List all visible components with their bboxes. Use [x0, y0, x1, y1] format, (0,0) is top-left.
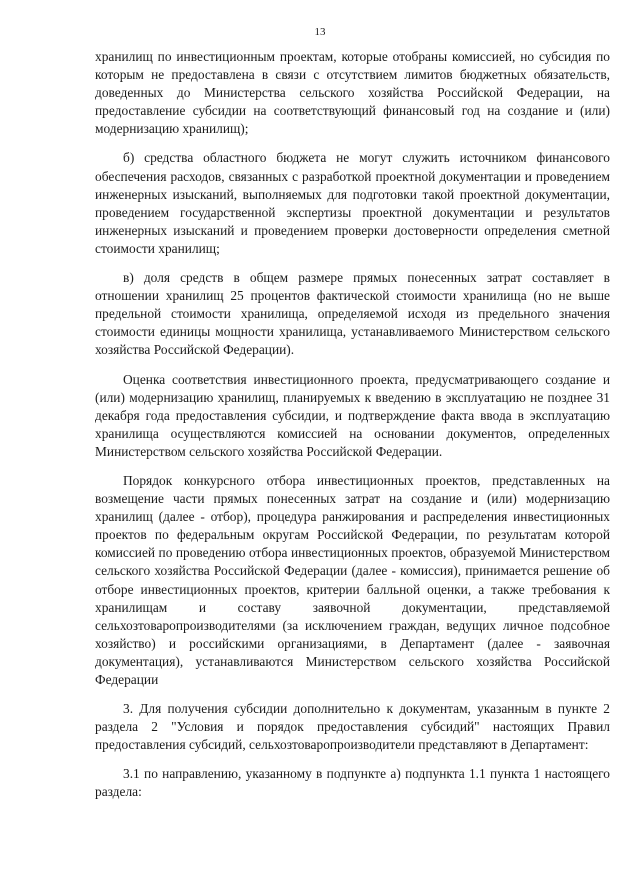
paragraph-v: в) доля средств в общем размере прямых понесенных затрат составляет в отношении хранилищ 25 процентов фактической стоимости хранилища (но не выше предельной стоимости хранилища, определяемой исходя из предельного значения стоимости единицы мощности хранилища, устанавливаемого Министерством сельского хозяйства Российской Федерации).: [95, 270, 610, 358]
paragraph-assessment: Оценка соответствия инвестиционного проекта, предусматривающего создание и (или) модернизацию хранилищ, планируемых к введению в эксплуатацию не позднее 31 декабря года предоставления субсидии, и подтверждение факта ввода в эксплуатацию хранилища осуществляются комиссией на основании документов, определенных Министерством сельского хозяйства Российской Федерации.: [95, 371, 610, 459]
page-number: 13: [314, 26, 326, 38]
paragraph-item-3: 3. Для получения субсидии дополнительно к документам, указанным в пункте 2 раздела 2 "Условия и порядок предоставления субсидий" настоящих Правил предоставления субсидий, сельхозтоваропроизводители представляют в Департамент:: [95, 701, 610, 753]
paragraph-selection-procedure: Порядок конкурсного отбора инвестиционных проектов, представленных на возмещение части прямых понесенных затрат на создание и (или) модернизацию хранилищ (далее - отбор), процедура ранжирования и распределения инвестиционных проектов по федеральным округам Российской Федерации, по результатам которой комиссией по проведению отбора инвестиционных проектов, образуемой Министерством сельского хозяйства Российской Федерации (далее - комиссия), принимается решение об отборе инвестиционных проектов, критерии балльной оценки, а также требования к хранилищам и составу заявочной документации, представляемой сельхозтоваропроизводителями (за исключением граждан, ведущих личное подсобное хозяйство) и российскими организациями, в Департамент (далее - заявочная документация), устанавливаются Министерством сельского хозяйства Российской Федерации: [95, 472, 610, 687]
paragraph-b: б) средства областного бюджета не могут служить источником финансового обеспечения расходов, связанных с разработкой проектной документации и проведением инженерных изысканий, выполняемых для подготовки такой проектной документации, проведением государственной экспертизы проектной документации и результатов инженерных изысканий и проведением проверки достоверности определения сметной стоимости хранилищ;: [95, 150, 610, 256]
paragraph-item-3-1: 3.1 по направлению, указанному в подпункте а) подпункта 1.1 пункта 1 настоящего раздела:: [95, 766, 610, 800]
paragraph-continuation: хранилищ по инвестиционным проектам, которые отобраны комиссией, но субсидия по которым не предоставлена в связи с отсутствием лимитов бюджетных обязательств, доведенных до Министерства сельского хозяйства Российской Федерации, на предоставление субсидии на соответствующий финансовый год на создание и (или) модернизацию хранилищ);: [95, 49, 610, 137]
